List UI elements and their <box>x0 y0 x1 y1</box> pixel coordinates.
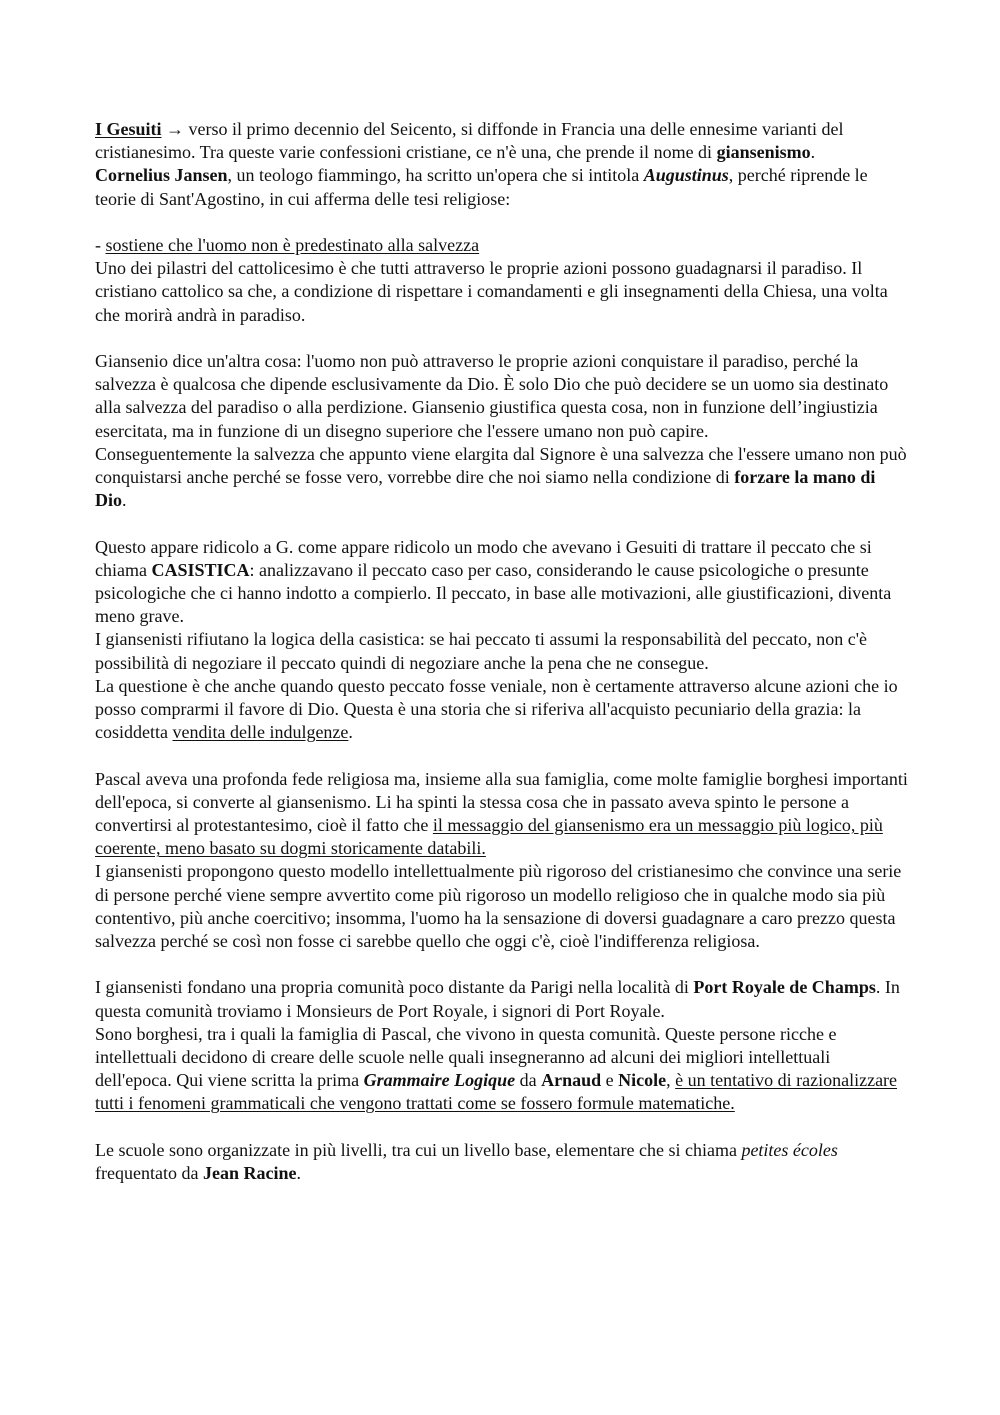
text-run: Giansenio dice un'altra cosa: l'uomo non può attraverso le proprie azioni conquistare il paradiso, perché la salvezza è qualcosa che dipende esclusivamente da Dio. È solo Dio che può decidere se un uomo sia destinato alla salvezza del paradiso o alla perdizione. Giansenio giustifica questa cosa, non in funzione dell’ingiustizia esercitata, ma in funzione di un disegno superiore che l'essere umano non può capire. <box>95 351 889 441</box>
text-run: frequentato da <box>95 1163 203 1184</box>
text-run: . <box>296 1163 301 1184</box>
paragraph-gesuiti <box>95 118 910 164</box>
text-run: I giansenisti propongono questo modello intellettualmente più rigoroso del cristianesimo che convince una serie di persone perché viene sempre avvertito come più rigoroso un modello religioso che in qualche modo sia più contentivo, più anche coercitivo; insomma, l'uomo ha la sensazione di doversi guadagnare a caro prezzo questa salvezza perché se così non fosse ci sarebbe quello che oggi c'è, cioè l'indifferenza religiosa. <box>95 861 902 952</box>
bold-term: Port Royale de Champs <box>693 977 876 998</box>
paragraph-gap <box>95 211 910 234</box>
text-run: verso il primo decennio del Seicento, si diffonde in Francia una delle ennesime varianti del cristianesimo. Tra queste varie confessioni cristiane, ce n'è una, che prende il nome di <box>95 119 844 163</box>
document-page <box>95 118 910 1185</box>
underlined-thesis: sostiene che l'uomo non è predestinato alla salvezza <box>105 235 480 255</box>
text-run: Sono borghesi, tra i quali la famiglia di Pascal, che vivono in questa comunità. Queste persone ricche e intellettuali decidono di creare delle scuole nelle quali insegneranno ad alcuni dei migliori intellettuali dell'epoca. Qui viene scritta la prima <box>95 1023 837 1091</box>
text-run: , perché riprende le teorie di Sant'Agostino, in cui afferma delle tesi religiose: <box>95 165 868 209</box>
paragraph-pascal <box>95 768 910 861</box>
list-dash: - <box>95 235 106 255</box>
paragraph-casistica <box>95 536 910 629</box>
paragraph-jansen <box>95 164 910 210</box>
paragraph-borghesi <box>95 1023 910 1116</box>
paragraph-gap <box>95 1116 910 1139</box>
paragraph-questione <box>95 675 910 745</box>
paragraph-modello <box>95 860 910 953</box>
text-run: , <box>666 1070 676 1091</box>
text-run: , un teologo fiammingo, ha scritto un'opera che si intitola <box>227 165 644 186</box>
paragraph-gap <box>95 327 910 350</box>
paragraph-rifiuto <box>95 628 910 674</box>
underlined-phrase: il messaggio del giansenismo era un messaggio più logico, più coerente, meno basato su dogmi storicamente databili. <box>95 815 883 859</box>
bold-term: giansenismo <box>716 142 811 163</box>
paragraph-scuole <box>95 1139 910 1185</box>
paragraph-gap <box>95 744 910 767</box>
text-run: . <box>810 142 816 163</box>
text-run: Le scuole sono organizzate in più livelli, tra cui un livello base, elementare che si chiama <box>95 1139 742 1160</box>
text-run: Conseguentemente la salvezza che appunto viene elargita dal Signore è una salvezza che l'essere umano non può conquistarsi anche perché se fosse vero, vorrebbe dire che noi siamo nella condizione di <box>95 443 907 488</box>
text-run: da <box>515 1070 542 1091</box>
text-run: Uno dei pilastri del cattolicesimo è che tutti attraverso le proprie azioni possono guadagnarsi il paradiso. Il cristiano cattolico sa che, a condizione di rispettare i comandamenti e gli insegnamenti della Chiesa, una volta che morirà andrà in paradiso. <box>95 258 888 325</box>
paragraph-cattolicesimo <box>95 257 910 327</box>
text-run: . In questa comunità troviamo i Monsieurs de Port Royale, i signori di Port Royale. <box>95 977 900 1021</box>
text-run: e <box>601 1070 619 1091</box>
text-run: . <box>348 722 353 743</box>
paragraph-giansenio <box>95 350 910 443</box>
bold-term: forzare la mano di Dio <box>95 467 876 511</box>
paragraph-thesis <box>95 234 910 257</box>
text-run: . <box>122 490 127 511</box>
text-run: Pascal aveva una profonda fede religiosa ma, insieme alla sua famiglia, come molte famiglie borghesi importanti dell'epoca, si converte al giansenismo. Li ha spinti la stessa cosa che in passato aveva spinto le persone a convertirsi al protestantesimo, cioè il fatto che <box>95 768 908 836</box>
underlined-phrase: è un tentativo di razionalizzare tutti i fenomeni grammaticali che vengono trattati come se fossero formule matematiche. <box>95 1070 898 1114</box>
bold-term: Jean Racine <box>202 1163 297 1184</box>
bold-term: Cornelius Jansen <box>95 165 228 186</box>
text-run: Questo appare ridicolo a G. come appare ridicolo un modo che avevano i Gesuiti di trattare il peccato che si chiama <box>95 536 872 580</box>
bold-term: Arnaud <box>541 1070 602 1091</box>
paragraph-port-royale <box>95 976 910 1022</box>
text-run: : analizzavano il peccato caso per caso, considerando le cause psicologiche o presunte psicologiche che ci hanno indotto a compierlo. Il peccato, in base alle motivazioni, alle giustificazioni, diventa meno grave. <box>95 559 892 627</box>
work-title: Grammaire Logique <box>363 1070 516 1091</box>
section-title: I Gesuiti <box>95 119 162 139</box>
paragraph-gap <box>95 512 910 535</box>
text-run: La questione è che anche quando questo peccato fosse veniale, non è certamente attraverso alcune azioni che io posso comprarmi il favore di Dio. Questa è una storia che si riferiva all'acquisto pecuniario della grazia: la cosiddetta <box>95 675 898 743</box>
text-run: I giansenisti fondano una propria comunità poco distante da Parigi nella località di <box>95 977 694 998</box>
bold-term: Nicole <box>618 1070 667 1091</box>
text-run: I giansenisti rifiutano la logica della casistica: se hai peccato ti assumi la responsabilità del peccato, non c'è possibilità di negoziare il peccato quindi di negoziare anche la pena che ne consegue. <box>95 629 867 673</box>
underlined-phrase: vendita delle indulgenze <box>172 722 349 743</box>
italic-term: petites écoles <box>741 1139 838 1160</box>
work-title: Augustinus <box>643 165 729 186</box>
bold-term: CASISTICA <box>151 559 250 580</box>
paragraph-conseguentemente <box>95 443 910 513</box>
paragraph-gap <box>95 953 910 976</box>
arrow-right-icon: → <box>166 119 185 139</box>
